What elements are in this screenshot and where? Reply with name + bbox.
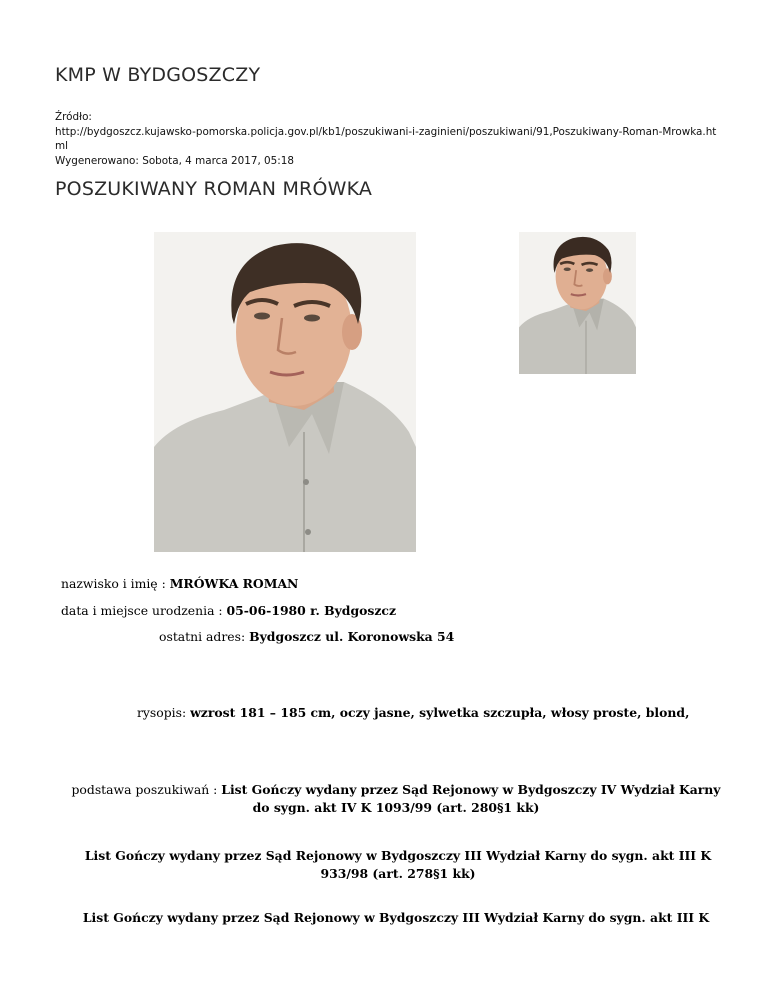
basis-label: podstawa poszukiwań : <box>71 782 218 797</box>
warrant-2-text: List Gończy wydany przez Sąd Rejonowy w Bydgoszczy III Wydział Karny do sygn. akt III K 933/98 (art. 278§1 kk) <box>84 848 712 881</box>
warrant-3 <box>62 909 730 927</box>
source-label: Źródło: <box>55 111 92 123</box>
page-title: POSZUKIWANY ROMAN MRÓWKA <box>55 178 373 200</box>
address-row <box>159 629 454 644</box>
description-row <box>137 705 689 720</box>
document-meta <box>55 110 725 168</box>
suspect-photo-thumbnail[interactable] <box>519 232 636 374</box>
description-value: wzrost 181 – 185 cm, oczy jasne, sylwetka szczupła, włosy proste, blond, <box>190 705 690 720</box>
site-title: KMP W BYDGOSZCZY <box>55 64 261 86</box>
address-label: ostatni adres: <box>159 629 246 644</box>
address-value: Bydgoszcz ul. Koronowska 54 <box>249 629 455 644</box>
warrant-3-text: List Gończy wydany przez Sąd Rejonowy w Bydgoszczy III Wydział Karny do sygn. akt III K <box>82 910 710 925</box>
name-row <box>61 576 298 591</box>
birth-row <box>61 603 396 618</box>
birth-value: 05-06-1980 r. Bydgoszcz <box>226 603 396 618</box>
name-label: nazwisko i imię : <box>61 576 166 591</box>
basis-value: List Gończy wydany przez Sąd Rejonowy w Bydgoszczy IV Wydział Karny do sygn. akt IV K 1093/99 (art. 280§1 kk) <box>221 782 721 815</box>
warrant-2 <box>84 847 712 883</box>
suspect-photo-large <box>154 232 416 552</box>
warrant-basis <box>62 781 730 817</box>
generated-timestamp: Wygenerowano: Sobota, 4 marca 2017, 05:18 <box>55 154 294 167</box>
source-url[interactable]: http://bydgoszcz.kujawsko-pomorska.policja.gov.pl/kb1/poszukiwani-i-zaginieni/poszukiwani/91,Poszukiwany-Roman-Mrowka.html <box>55 125 717 152</box>
birth-label: data i miejsce urodzenia : <box>61 603 223 618</box>
description-label: rysopis: <box>137 705 187 720</box>
name-value: MRÓWKA ROMAN <box>169 576 299 591</box>
